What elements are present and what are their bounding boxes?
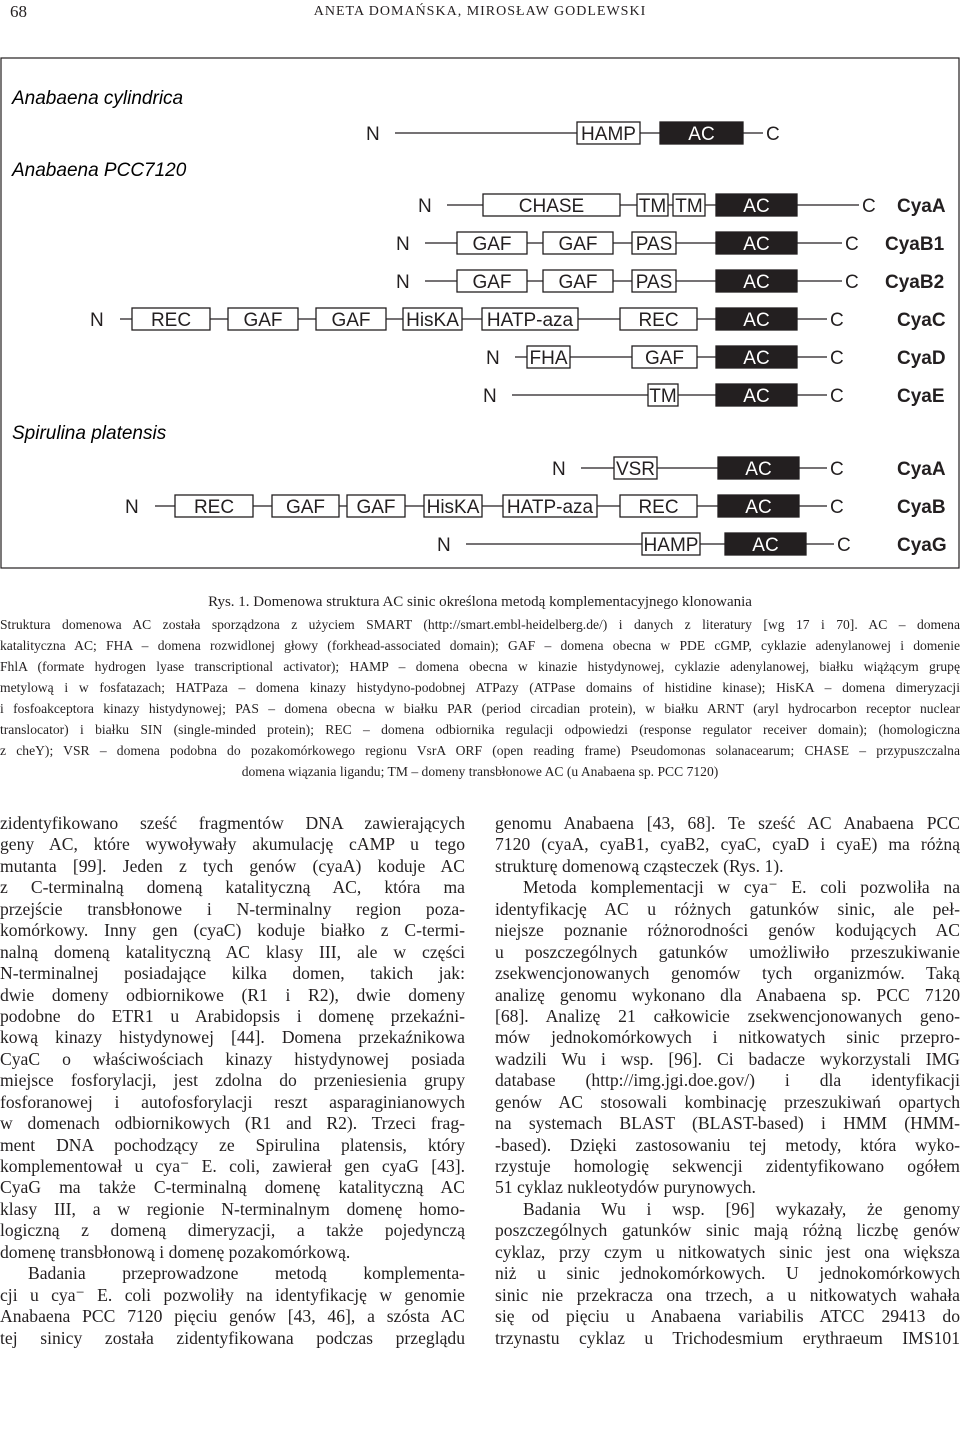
rec-domain-label: REC [638, 310, 679, 331]
protein-row [90, 308, 946, 331]
n-terminus-label: N [418, 196, 432, 217]
text-line: niejsze poznanie różnorodności genów kodujących AC [495, 920, 960, 941]
vsr-domain-label: VSR [615, 459, 656, 480]
ac-domain-label: AC [745, 497, 772, 518]
rec-domain-label: REC [638, 497, 679, 518]
text-line: Badania przeprowadzone metodą komplementa- [28, 1263, 465, 1284]
protein-row [418, 194, 946, 217]
text-line: trzynastu cyklaz u Trichodesmium erythraeum IMS101 [495, 1327, 960, 1348]
c-terminus-label: C [830, 497, 844, 518]
hatp-domain-label: HATP-aza [486, 310, 574, 331]
text-line: cyklaz, przy czym u nitkowatych sinic jest ona większa [495, 1241, 960, 1262]
ac-domain-label: AC [743, 386, 770, 407]
running-head: ANETA DOMAŃSKA, MIROSŁAW GODLEWSKI [313, 4, 647, 19]
protein-name: CyaD [897, 348, 946, 369]
gaf-domain-label: GAF [472, 234, 512, 255]
c-terminus-label: C [837, 535, 851, 556]
tm-domain-label: TM [675, 196, 703, 217]
n-terminus-label: N [437, 535, 451, 556]
c-terminus-label: C [830, 459, 844, 480]
gaf-domain-label: GAF [356, 497, 396, 518]
protein-name: CyaE [897, 386, 945, 407]
text-line: mów jednokomórkowych i nitkowatych sinic przepro- [495, 1027, 960, 1048]
protein-name: CyaG [897, 535, 947, 556]
text-line: 7120 (cyaA, cyaB1, cyaB2, cyaC, cyaD i cyaE) ma różną [495, 834, 960, 855]
text-line: mutanta [99]. Jeden z tych genów (cyaA) koduje AC [0, 855, 465, 876]
ac-domain-label: AC [743, 348, 770, 369]
caption-line: metylową i w fosfatazach; HATPaza – domena kinazy histydyno-podobnej ATPazy (ATPase domains of histidine kinase); HisKA – domena dimeryzacji [0, 680, 960, 695]
text-line: genów AC stosowali kombinację przeszukiwań opartych [495, 1091, 960, 1112]
gaf-domain-label: GAF [285, 497, 326, 518]
protein-name: CyaC [897, 310, 946, 331]
text-line: miejsce fosforylacji, jest zdolna do przeniesienia grupy [0, 1070, 465, 1091]
text-line: database (http://img.jgi.doe.gov/) i dla identyfikacji [495, 1070, 960, 1091]
gaf-domain-label: GAF [558, 272, 598, 293]
text-line: u poszczególnych gatunków umożliwiło przeszukiwanie [495, 941, 960, 962]
section-label: Anabaena cylindrica [12, 88, 184, 109]
chase-domain-label: CHASE [518, 196, 585, 217]
text-line: -based). Dzięki zastosowaniu tej metody, która wyko- [495, 1134, 960, 1155]
text-line: przejście transbłonowe i N-terminalny region poza- [0, 898, 465, 919]
c-terminus-label: C [845, 272, 859, 293]
text-line: niż u sinic jednokomórkowych. U jednokomórkowych [495, 1263, 960, 1284]
hamp-domain-label: HAMP [643, 535, 699, 556]
caption-line: translocator) i białku SIN (single-minded protein); REC – domena odbiornika regulacji odpowiedzi (response regulator receiver domain); (homologiczna [0, 722, 960, 737]
text-line: analizę genomu wykonano dla Anabaena sp. PCC 7120 [495, 984, 960, 1005]
n-terminus-label: N [125, 497, 139, 518]
protein-row [483, 384, 945, 407]
text-line: nalną domeną katalityczną AC klasy III, ale w części [0, 941, 465, 962]
tm-domain-label: TM [638, 196, 667, 217]
caption-title: Rys. 1. Domenowa struktura AC sinic określona metodą komplementacyjnego klonowania [208, 594, 752, 610]
text-line: kową kinazy histydynowej [44]. Domena przekaźnikowa [0, 1027, 465, 1048]
protein-name: CyaA [897, 459, 946, 480]
text-line: genomu Anabaena [43, 68]. Te sześć AC Anabaena PCC [495, 813, 960, 833]
text-line: fosforanowej i autofosforylacji reszt asparaginianowych [0, 1091, 465, 1112]
hatp-domain-label: HATP-aza [506, 497, 594, 518]
pas-domain-label: PAS [635, 234, 673, 255]
gaf-domain-label: GAF [472, 272, 512, 293]
c-terminus-label: C [845, 234, 859, 255]
n-terminus-label: N [396, 234, 410, 255]
c-terminus-label: C [862, 196, 876, 217]
text-line: na systemach BLAST (BLAST-based) i HMM (HMM- [495, 1113, 960, 1134]
protein-row [396, 270, 944, 293]
text-line: zsekwencjonowanych genomów tych organizmów. Taką [495, 963, 960, 984]
caption-line: Struktura domenowa AC została sporządzona z użyciem SMART (http://smart.embl-heidelberg.de/) i danych z literatury [wg 17 i 70]. AC – domena [0, 617, 960, 632]
caption-line: FhlA (formate hydrogen lyase transcriptional activator); HAMP – domena obecna w kinazie histydynowej, cyklazie adenylanowej, białku wiążącym grupę [0, 659, 960, 674]
text-line: podobne do ETR1 u Arabidopsis i domenę przekaźni- [0, 1005, 465, 1026]
gaf-domain-label: GAF [558, 234, 598, 255]
page-number: 68 [10, 2, 27, 21]
caption-line: i fosfoakceptora kinazy histydynowej; PAS – domena obecna w białku PAR (period circadian protein), w białku ARNT (aryl hydrocarbon receptor nuclear [0, 701, 960, 716]
text-line: 51 cyklaz nukleotydów purynowych. [495, 1177, 756, 1198]
n-terminus-label: N [366, 124, 380, 145]
gaf-domain-label: GAF [243, 310, 283, 331]
text-line: się od pięciu u Anabaena variabilis ATCC 29413 do [495, 1306, 960, 1327]
ac-domain-label: AC [743, 234, 770, 255]
text-line: N-terminalnej posiadające kilka domen, takich jak: [0, 963, 465, 984]
text-line: komórkowy. Inny gen (cyaC) koduje białko z C-termi- [0, 920, 465, 941]
tm-domain-label: TM [649, 386, 677, 407]
text-line: zidentyfikowano sześć fragmentów DNA zawierających [0, 813, 465, 833]
text-line: z C-terminalną domeną katalityczną AC, która ma [0, 877, 465, 898]
text-line: Anabaena PCC 7120 pięciu genów [43, 46], a szósta AC [0, 1306, 465, 1327]
text-line: logiczną z domeną dimeryzacji, a także pojedynczą [0, 1220, 465, 1241]
hiska-domain-label: HisKA [426, 497, 480, 518]
text-line: domenę transbłonową i domenę pozakomórkową. [0, 1241, 351, 1262]
hiska-domain-label: HisKA [406, 310, 459, 331]
protein-name: CyaB [897, 497, 946, 518]
protein-row [125, 495, 946, 518]
gaf-domain-label: GAF [644, 348, 685, 369]
protein-row [486, 346, 946, 369]
rec-domain-label: REC [193, 497, 235, 518]
text-line: komplementował u cya⁻ E. coli, zawierał gen cyaG [43]. [0, 1156, 465, 1176]
pas-domain-label: PAS [635, 272, 673, 293]
text-line: sinic nie przekracza ona trzech, a u nitkowatych wahała [495, 1284, 960, 1305]
text-line: wadzili Wu i wsp. [96]. Ci badacze wykorzystali IMG [495, 1048, 960, 1069]
rec-domain-label: REC [150, 310, 192, 331]
text-line: dwie domeny odbiornikowe (R1 i R2), dwie domeny [0, 984, 465, 1005]
ac-domain-label: AC [745, 459, 772, 480]
text-line: cji u cya⁻ E. coli pozwoliły na identyfikację w genomie [0, 1284, 465, 1305]
fha-domain-label: FHA [529, 348, 568, 369]
text-line: [68]. Analizę 21 całkowicie zsekwencjonowanych geno- [495, 1005, 960, 1026]
protein-name: CyaA [897, 196, 946, 217]
text-line: CyaG ma także C-terminalną domenę katalityczną AC [0, 1177, 465, 1198]
body-column-left [0, 813, 465, 1349]
text-line: strukturę domenową cząsteczek (Rys. 1). [495, 855, 784, 876]
caption-line: domena wiązania ligandu; TM – domeny transbłonowe AC (u Anabaena sp. PCC 7120) [241, 764, 719, 779]
protein-row [552, 457, 946, 480]
c-terminus-label: C [830, 386, 844, 407]
text-line: Badania Wu i wsp. [96] wykazały, że genomy [523, 1198, 960, 1219]
c-terminus-label: C [830, 348, 844, 369]
protein-row [366, 122, 780, 145]
caption-line: katalityczna AC; FHA – domena rozwidlonej głowy (forkhead-associated domain); GAF – domena obecna w PDE cGMP, cyklazie adenylanowej i domenie [0, 638, 960, 653]
protein-name: CyaB2 [885, 272, 945, 293]
text-line: geny AC, które wywoływały akumulację cAMP u tego [0, 834, 465, 855]
text-line: w domenach odbiornikowych (R1 and R2). Trzeci frag- [0, 1113, 465, 1134]
protein-row [437, 533, 947, 556]
n-terminus-label: N [90, 310, 104, 331]
c-terminus-label: C [830, 310, 844, 331]
body-column-right [495, 813, 960, 1349]
ac-domain-label: AC [688, 124, 715, 145]
section-label: Spirulina platensis [12, 423, 167, 444]
c-terminus-label: C [766, 124, 780, 145]
text-line: identyfikację AC u różnych gatunków sinic, ale peł- [495, 898, 960, 919]
figure-caption [0, 592, 960, 782]
protein-row [396, 232, 945, 255]
domain-structure-figure [0, 57, 960, 570]
text-line: poszczególnych gatunków sinic mają różną liczbę genów [495, 1220, 960, 1241]
ac-domain-label: AC [752, 535, 779, 556]
text-line: Metoda komplementacji w cya⁻ E. coli pozwoliła na [523, 877, 960, 898]
text-line: CyaC o właściwościach kinazy histydynowej posiada [0, 1048, 465, 1069]
gaf-domain-label: GAF [331, 310, 371, 331]
n-terminus-label: N [396, 272, 410, 293]
ac-domain-label: AC [743, 272, 770, 293]
section-label: Anabaena PCC7120 [12, 160, 187, 181]
n-terminus-label: N [483, 386, 497, 407]
n-terminus-label: N [486, 348, 500, 369]
protein-name: CyaB1 [885, 234, 945, 255]
n-terminus-label: N [552, 459, 566, 480]
text-line: tej sinicy została zidentyfikowana podczas przeglądu [0, 1327, 465, 1348]
text-line: klasy III, a w regionie N-terminalnym domenę homo- [0, 1198, 465, 1219]
hamp-domain-label: HAMP [581, 124, 636, 145]
ac-domain-label: AC [743, 196, 770, 217]
caption-line: z cheY); VSR – domena podobna do pozakomórkowego regionu VsrA ORF (open reading frame) Pseudomonas solanacearum; CHASE – przypuszczalna [0, 743, 960, 758]
ac-domain-label: AC [743, 310, 770, 331]
text-line: ment DNA pochodzący ze Spirulina platensis, który [0, 1134, 465, 1155]
text-line: rzystuje homologię sekwencji zidentyfikowano ogółem [495, 1156, 960, 1176]
